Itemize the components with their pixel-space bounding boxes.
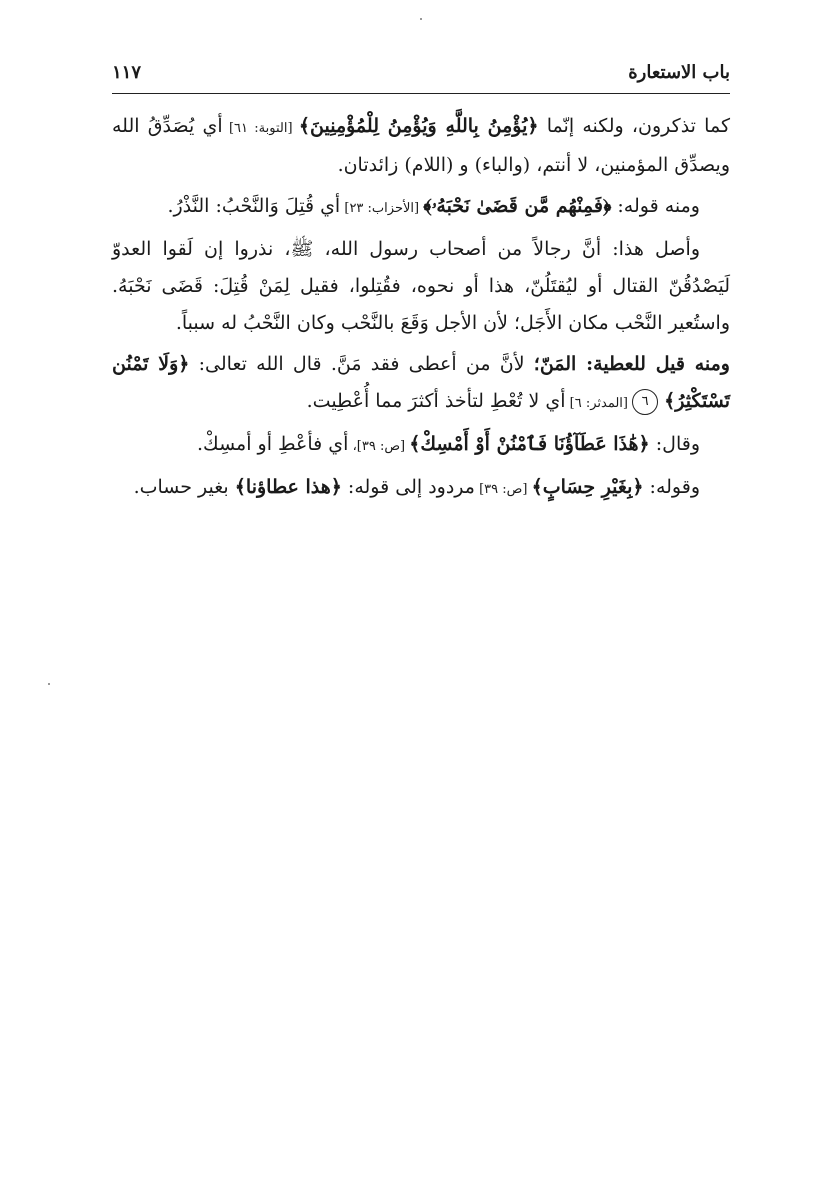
paragraph-6-tail: بغير حساب. (133, 476, 235, 498)
paragraph-2-lead: ومنه قوله: (611, 195, 700, 217)
paragraph-1-text-a: كما تذكرون، ولكنه إنّما (538, 115, 731, 137)
verse-number-marker: ٦ (632, 389, 658, 415)
paragraph-2-tail: أي قُتِلَ وَالنَّحْبُ: النَّذْرُ. (167, 195, 341, 217)
page-number: ١١٧ (112, 62, 142, 83)
surah-reference-1: [التوبة: ٦١] (222, 121, 299, 136)
quran-quote-6: ﴿بِغَيْرِ حِسَابٍ﴾ (531, 476, 644, 498)
paragraph-6-middle: مردود إلى قوله: (341, 476, 475, 498)
quran-quote-1: ﴿يُؤْمِنُ بِاللَّهِ وَيُؤْمِنُ لِلْمُؤْمِنِينَ﴾ (298, 115, 539, 137)
scan-speck (48, 683, 50, 685)
quran-quote-5: ﴿هَٰذَا عَطَآؤُنَا فَٱمْنُنْ أَوْ أَمْسِكْ﴾ (409, 433, 650, 455)
paragraph-1-text-b: أي يُصَدِّقُ الله ويصدِّق المؤمنين، لا أنتم، (والباء) و (اللام) زائدتان. (112, 115, 730, 176)
quran-quote-6b: ﴿هذا عطاؤنا﴾ (234, 476, 342, 498)
paragraph-6-lead: وقوله: (643, 476, 700, 498)
paragraph-5-tail: أي فأعْطِ أو أمسِكْ. (197, 433, 349, 455)
paragraph-3-text: وأصل هذا: أنَّ رجالاً من أصحاب رسول الله، ﷺ، نذروا إن لَقوا العدوّ لَيَصْدُقُنّ القتال أو ليُقتَلُنّ، هذا أو نحوه، فقُتِلوا، فقيل لِمَنْ قُتِلَ: قَضَى نَحْبَهُ. واستُعير النَّحْب مكان الأَجَل؛ لأن الأجل وَقَعَ بالنَّحْب وكان النَّحْبُ له سبباً. (112, 238, 730, 334)
surah-reference-6: [ص: ٣٩] (474, 482, 532, 497)
paragraph-4-text-a: لأنَّ من أعطى فقد مَنَّ. قال الله تعالى: (189, 353, 534, 375)
page-body (112, 108, 730, 512)
surah-reference-4: [المدثر: ٦] (565, 396, 633, 411)
surah-reference-5: [ص: ٣٩]، (348, 439, 410, 454)
paragraph-4 (112, 346, 730, 422)
quran-quote-4: ﴿وَلَا تَمْنُن تَسْتَكْثِرُ﴾ (112, 353, 730, 412)
paragraph-1 (112, 108, 730, 184)
paragraph-5-lead: وقال: (649, 433, 700, 455)
header-rule (112, 93, 730, 94)
paragraph-5 (112, 426, 730, 465)
quran-quote-2: ﴿فَمِنْهُم مَّن قَضَىٰ نَحْبَهُۥ﴾ (423, 195, 612, 217)
paragraph-6 (112, 469, 730, 508)
paragraph-3 (112, 231, 730, 342)
paragraph-2 (112, 188, 730, 227)
scan-speck (420, 18, 422, 20)
surah-reference-2: [الأحزاب: ٢٣] (340, 201, 424, 216)
running-title: باب الاستعارة (628, 62, 730, 83)
page-header (112, 58, 730, 92)
paragraph-4-tail: أي لا تُعْطِ لتأخذ أكثرَ مما أُعْطِيت. (306, 390, 566, 412)
paragraph-4-bold-lead: ومنه قيل للعطية: المَنّ؛ (533, 353, 730, 375)
